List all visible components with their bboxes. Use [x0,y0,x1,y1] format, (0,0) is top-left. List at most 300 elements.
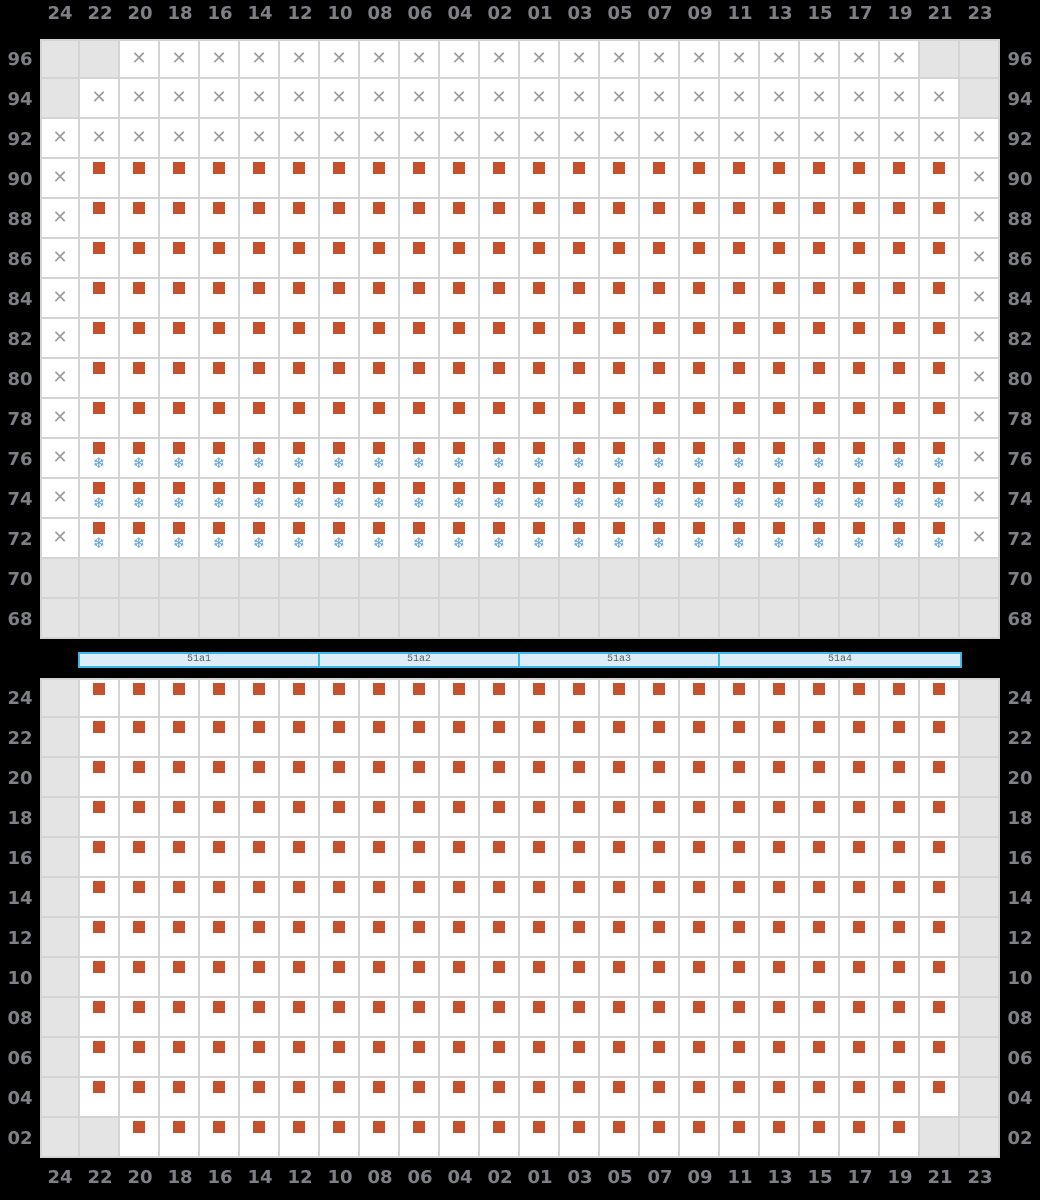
seat-cell-cooled[interactable] [560,439,600,479]
seat-cell[interactable] [280,1118,320,1158]
seat-cell[interactable] [320,1078,360,1118]
seat-cell[interactable] [240,199,280,239]
seat-cell-cooled[interactable] [160,479,200,519]
seat-cell[interactable] [800,838,840,878]
seat-cell[interactable] [880,279,920,319]
seat-cell-cooled[interactable] [480,519,520,559]
seat-cell[interactable] [480,918,520,958]
seat-cell[interactable] [520,678,560,718]
seat-cell[interactable] [840,678,880,718]
seat-cell[interactable] [440,918,480,958]
seat-cell[interactable] [920,718,960,758]
seat-cell[interactable] [840,798,880,838]
seat-cell[interactable] [600,878,640,918]
seat-cell[interactable] [120,1038,160,1078]
seat-cell[interactable] [320,998,360,1038]
seat-cell[interactable] [560,998,600,1038]
seat-cell[interactable] [840,199,880,239]
seat-cell[interactable] [360,918,400,958]
seat-cell[interactable] [280,998,320,1038]
seat-cell-cooled[interactable] [440,439,480,479]
seat-cell-cooled[interactable] [400,519,440,559]
seat-cell[interactable] [240,878,280,918]
seat-cell[interactable] [280,758,320,798]
seat-cell[interactable] [840,958,880,998]
seat-cell[interactable] [840,878,880,918]
seat-cell[interactable] [600,678,640,718]
seat-cell[interactable] [920,279,960,319]
seat-cell[interactable] [720,718,760,758]
seat-cell[interactable] [360,718,400,758]
seat-cell[interactable] [200,718,240,758]
seat-cell[interactable] [680,678,720,718]
seat-cell-cooled[interactable] [920,439,960,479]
seat-cell[interactable] [360,1118,400,1158]
seat-cell[interactable] [760,399,800,439]
seat-cell[interactable] [120,718,160,758]
seat-cell-cooled[interactable] [640,479,680,519]
seat-cell[interactable] [480,199,520,239]
seat-cell[interactable] [120,958,160,998]
seat-cell[interactable] [800,279,840,319]
seat-cell-cooled[interactable] [280,519,320,559]
seat-cell-cooled[interactable] [400,479,440,519]
seat-cell[interactable] [520,918,560,958]
seat-cell[interactable] [200,279,240,319]
seat-cell[interactable] [840,1038,880,1078]
seat-cell[interactable] [640,319,680,359]
seat-cell[interactable] [160,319,200,359]
seat-cell[interactable] [320,319,360,359]
seat-cell[interactable] [520,239,560,279]
seat-cell[interactable] [800,998,840,1038]
seat-cell[interactable] [480,718,520,758]
seat-cell-cooled[interactable] [760,479,800,519]
seat-cell[interactable] [800,678,840,718]
seat-cell[interactable] [440,838,480,878]
seat-cell[interactable] [920,838,960,878]
seat-cell[interactable] [560,918,600,958]
seat-cell[interactable] [80,319,120,359]
seat-cell[interactable] [680,958,720,998]
seat-cell[interactable] [840,1078,880,1118]
seat-cell-cooled[interactable] [760,439,800,479]
seat-cell[interactable] [720,199,760,239]
seat-cell[interactable] [600,239,640,279]
seat-cell[interactable] [280,918,320,958]
seat-cell[interactable] [640,399,680,439]
seat-cell-cooled[interactable] [600,439,640,479]
seat-cell[interactable] [800,159,840,199]
seat-cell[interactable] [280,359,320,399]
seat-cell[interactable] [120,399,160,439]
seat-cell[interactable] [880,199,920,239]
seat-cell[interactable] [440,199,480,239]
seat-cell[interactable] [800,1118,840,1158]
seat-cell[interactable] [840,159,880,199]
seat-cell[interactable] [280,319,320,359]
seat-cell[interactable] [120,758,160,798]
seat-cell[interactable] [200,838,240,878]
seat-cell[interactable] [640,359,680,399]
seat-cell[interactable] [320,399,360,439]
seat-cell[interactable] [720,878,760,918]
seat-cell[interactable] [240,239,280,279]
seat-cell[interactable] [720,239,760,279]
seat-cell-cooled[interactable] [360,519,400,559]
seat-cell-cooled[interactable] [440,479,480,519]
seat-cell[interactable] [400,279,440,319]
seat-cell[interactable] [200,798,240,838]
seat-cell[interactable] [400,878,440,918]
seat-cell[interactable] [120,678,160,718]
seat-cell[interactable] [360,758,400,798]
seat-cell[interactable] [80,798,120,838]
seat-cell[interactable] [360,159,400,199]
seat-cell[interactable] [560,359,600,399]
seat-cell[interactable] [80,399,120,439]
seat-cell[interactable] [80,918,120,958]
seat-cell[interactable] [200,958,240,998]
seat-cell[interactable] [120,199,160,239]
seat-cell[interactable] [400,918,440,958]
seat-cell[interactable] [600,958,640,998]
seat-cell[interactable] [800,958,840,998]
seat-cell[interactable] [880,878,920,918]
seat-cell[interactable] [160,878,200,918]
seat-cell[interactable] [360,678,400,718]
seat-cell[interactable] [360,399,400,439]
seat-cell[interactable] [280,1078,320,1118]
seat-cell[interactable] [920,918,960,958]
seat-cell[interactable] [840,279,880,319]
seat-cell[interactable] [880,1118,920,1158]
seat-cell[interactable] [160,399,200,439]
seat-cell[interactable] [400,1118,440,1158]
seat-cell[interactable] [680,159,720,199]
seat-cell[interactable] [880,758,920,798]
seat-cell[interactable] [280,1038,320,1078]
seat-cell[interactable] [80,838,120,878]
seat-cell-cooled[interactable] [640,439,680,479]
seat-cell-cooled[interactable] [200,439,240,479]
seat-cell[interactable] [880,838,920,878]
seat-cell[interactable] [840,1118,880,1158]
seat-cell[interactable] [80,998,120,1038]
seat-cell[interactable] [440,798,480,838]
seat-cell[interactable] [280,159,320,199]
seat-cell[interactable] [240,359,280,399]
seat-cell[interactable] [400,758,440,798]
seat-cell[interactable] [280,838,320,878]
seat-cell[interactable] [280,279,320,319]
seat-cell[interactable] [400,718,440,758]
seat-cell-cooled[interactable] [160,519,200,559]
seat-cell[interactable] [320,878,360,918]
seat-cell-cooled[interactable] [320,479,360,519]
seat-cell[interactable] [720,399,760,439]
seat-cell-cooled[interactable] [280,439,320,479]
seat-cell[interactable] [840,239,880,279]
seat-cell[interactable] [320,718,360,758]
seat-cell[interactable] [320,239,360,279]
seat-cell[interactable] [880,918,920,958]
seat-cell[interactable] [560,1118,600,1158]
seat-cell[interactable] [240,1118,280,1158]
seat-cell[interactable] [160,1118,200,1158]
seat-cell[interactable] [880,678,920,718]
seat-cell-cooled[interactable] [680,519,720,559]
seat-cell[interactable] [280,239,320,279]
seat-cell[interactable] [480,798,520,838]
seat-cell[interactable] [880,239,920,279]
seat-cell[interactable] [160,359,200,399]
seat-cell[interactable] [160,279,200,319]
seat-cell[interactable] [800,319,840,359]
seat-cell[interactable] [760,838,800,878]
seat-cell[interactable] [480,159,520,199]
seat-cell[interactable] [440,1118,480,1158]
seat-cell[interactable] [720,1078,760,1118]
seat-cell[interactable] [480,239,520,279]
seat-cell-cooled[interactable] [800,479,840,519]
seat-cell[interactable] [560,1038,600,1078]
seat-cell[interactable] [920,159,960,199]
seat-cell[interactable] [480,758,520,798]
seat-cell[interactable] [320,199,360,239]
seat-cell[interactable] [600,399,640,439]
seat-cell[interactable] [880,319,920,359]
seat-cell[interactable] [680,758,720,798]
seat-cell[interactable] [680,399,720,439]
seat-cell[interactable] [640,239,680,279]
seat-cell-cooled[interactable] [840,519,880,559]
seat-cell[interactable] [600,1118,640,1158]
seat-cell[interactable] [720,998,760,1038]
seat-cell[interactable] [840,998,880,1038]
seat-cell[interactable] [600,718,640,758]
seat-cell[interactable] [360,199,400,239]
seat-cell[interactable] [160,998,200,1038]
seat-cell[interactable] [320,359,360,399]
seat-cell[interactable] [640,279,680,319]
seat-cell[interactable] [760,798,800,838]
seat-cell[interactable] [320,1038,360,1078]
seat-cell-cooled[interactable] [560,479,600,519]
seat-cell-cooled[interactable] [680,439,720,479]
seat-cell[interactable] [840,758,880,798]
seat-cell[interactable] [200,239,240,279]
seat-cell-cooled[interactable] [840,479,880,519]
seat-cell[interactable] [720,798,760,838]
seat-cell[interactable] [440,319,480,359]
seat-cell-cooled[interactable] [120,439,160,479]
seat-cell[interactable] [320,958,360,998]
seat-cell[interactable] [120,1118,160,1158]
seat-cell[interactable] [920,878,960,918]
seat-cell[interactable] [720,279,760,319]
seat-cell[interactable] [640,1078,680,1118]
seat-cell[interactable] [480,279,520,319]
seat-cell[interactable] [240,399,280,439]
seat-cell[interactable] [240,918,280,958]
seat-cell[interactable] [240,718,280,758]
seat-cell[interactable] [240,279,280,319]
seat-cell[interactable] [440,1078,480,1118]
seat-cell[interactable] [800,718,840,758]
seat-cell-cooled[interactable] [720,479,760,519]
seat-cell[interactable] [720,159,760,199]
seat-cell[interactable] [600,1078,640,1118]
seat-cell[interactable] [760,878,800,918]
seat-cell[interactable] [80,1078,120,1118]
seat-cell[interactable] [600,279,640,319]
seat-cell[interactable] [200,1078,240,1118]
seat-cell[interactable] [80,159,120,199]
seat-cell-cooled[interactable] [240,479,280,519]
seat-cell[interactable] [360,279,400,319]
seat-cell[interactable] [480,678,520,718]
seat-cell[interactable] [600,998,640,1038]
seat-cell[interactable] [400,199,440,239]
seat-cell-cooled[interactable] [80,479,120,519]
seat-cell[interactable] [600,199,640,239]
seat-cell[interactable] [800,798,840,838]
seat-cell-cooled[interactable] [360,479,400,519]
seat-cell-cooled[interactable] [880,479,920,519]
seat-cell[interactable] [120,798,160,838]
seat-cell[interactable] [720,758,760,798]
seat-cell[interactable] [920,958,960,998]
seat-cell[interactable] [840,359,880,399]
seat-cell[interactable] [240,758,280,798]
seat-cell[interactable] [440,279,480,319]
seat-cell[interactable] [400,399,440,439]
seat-cell[interactable] [480,998,520,1038]
seat-cell[interactable] [200,319,240,359]
seat-cell[interactable] [920,1038,960,1078]
seat-cell[interactable] [880,399,920,439]
seat-cell[interactable] [120,159,160,199]
seat-cell[interactable] [760,279,800,319]
seat-cell[interactable] [600,918,640,958]
seat-cell[interactable] [360,1078,400,1118]
seat-cell[interactable] [160,678,200,718]
seat-cell-cooled[interactable] [720,439,760,479]
seat-cell[interactable] [120,359,160,399]
seat-cell[interactable] [480,359,520,399]
seat-cell[interactable] [520,1118,560,1158]
seat-cell-cooled[interactable] [520,519,560,559]
seat-cell[interactable] [560,718,600,758]
seat-cell[interactable] [680,918,720,958]
seat-cell[interactable] [480,319,520,359]
seat-cell[interactable] [440,239,480,279]
seat-cell[interactable] [120,878,160,918]
seat-cell[interactable] [680,1038,720,1078]
seat-cell[interactable] [400,798,440,838]
seat-cell[interactable] [520,998,560,1038]
seat-cell[interactable] [600,798,640,838]
seat-cell[interactable] [760,359,800,399]
seat-cell-cooled[interactable] [80,439,120,479]
seat-cell[interactable] [80,239,120,279]
seat-cell[interactable] [320,758,360,798]
seat-cell[interactable] [560,1078,600,1118]
seat-cell[interactable] [520,279,560,319]
seat-cell[interactable] [560,678,600,718]
seat-cell-cooled[interactable] [160,439,200,479]
seat-cell[interactable] [400,678,440,718]
seat-cell[interactable] [440,159,480,199]
seat-cell[interactable] [560,838,600,878]
seat-cell[interactable] [240,319,280,359]
seat-cell[interactable] [640,798,680,838]
seat-cell[interactable] [760,1038,800,1078]
seat-cell[interactable] [200,998,240,1038]
seat-cell-cooled[interactable] [920,519,960,559]
seat-cell[interactable] [480,878,520,918]
seat-cell-cooled[interactable] [880,439,920,479]
seat-cell[interactable] [280,399,320,439]
seat-cell[interactable] [680,838,720,878]
seat-cell[interactable] [160,798,200,838]
seat-cell[interactable] [80,758,120,798]
seat-cell[interactable] [360,838,400,878]
seat-cell-cooled[interactable] [600,479,640,519]
seat-cell[interactable] [120,998,160,1038]
seat-cell[interactable] [920,399,960,439]
seat-cell[interactable] [800,878,840,918]
seat-cell[interactable] [200,758,240,798]
seat-cell[interactable] [760,678,800,718]
seat-cell[interactable] [880,359,920,399]
seat-cell-cooled[interactable] [120,519,160,559]
seat-cell-cooled[interactable] [600,519,640,559]
seat-cell[interactable] [840,918,880,958]
seat-cell-cooled[interactable] [80,519,120,559]
seat-cell[interactable] [640,1038,680,1078]
seat-cell[interactable] [640,718,680,758]
seat-cell[interactable] [120,838,160,878]
seat-cell[interactable] [720,1038,760,1078]
seat-cell[interactable] [360,239,400,279]
seat-cell[interactable] [480,399,520,439]
seat-cell[interactable] [200,199,240,239]
seat-cell[interactable] [880,159,920,199]
seat-cell[interactable] [560,878,600,918]
seat-cell[interactable] [720,1118,760,1158]
seat-cell[interactable] [320,159,360,199]
seat-cell[interactable] [200,159,240,199]
seat-cell[interactable] [240,159,280,199]
seat-cell[interactable] [880,718,920,758]
seat-cell[interactable] [80,1038,120,1078]
seat-cell[interactable] [160,1038,200,1078]
seat-cell[interactable] [880,958,920,998]
seat-cell[interactable] [520,359,560,399]
seat-cell[interactable] [720,319,760,359]
seat-cell[interactable] [640,199,680,239]
seat-cell[interactable] [920,678,960,718]
seat-cell[interactable] [840,319,880,359]
seat-cell[interactable] [640,159,680,199]
seat-cell[interactable] [440,1038,480,1078]
seat-cell[interactable] [800,199,840,239]
seat-cell[interactable] [760,958,800,998]
seat-cell[interactable] [440,958,480,998]
seat-cell[interactable] [80,279,120,319]
